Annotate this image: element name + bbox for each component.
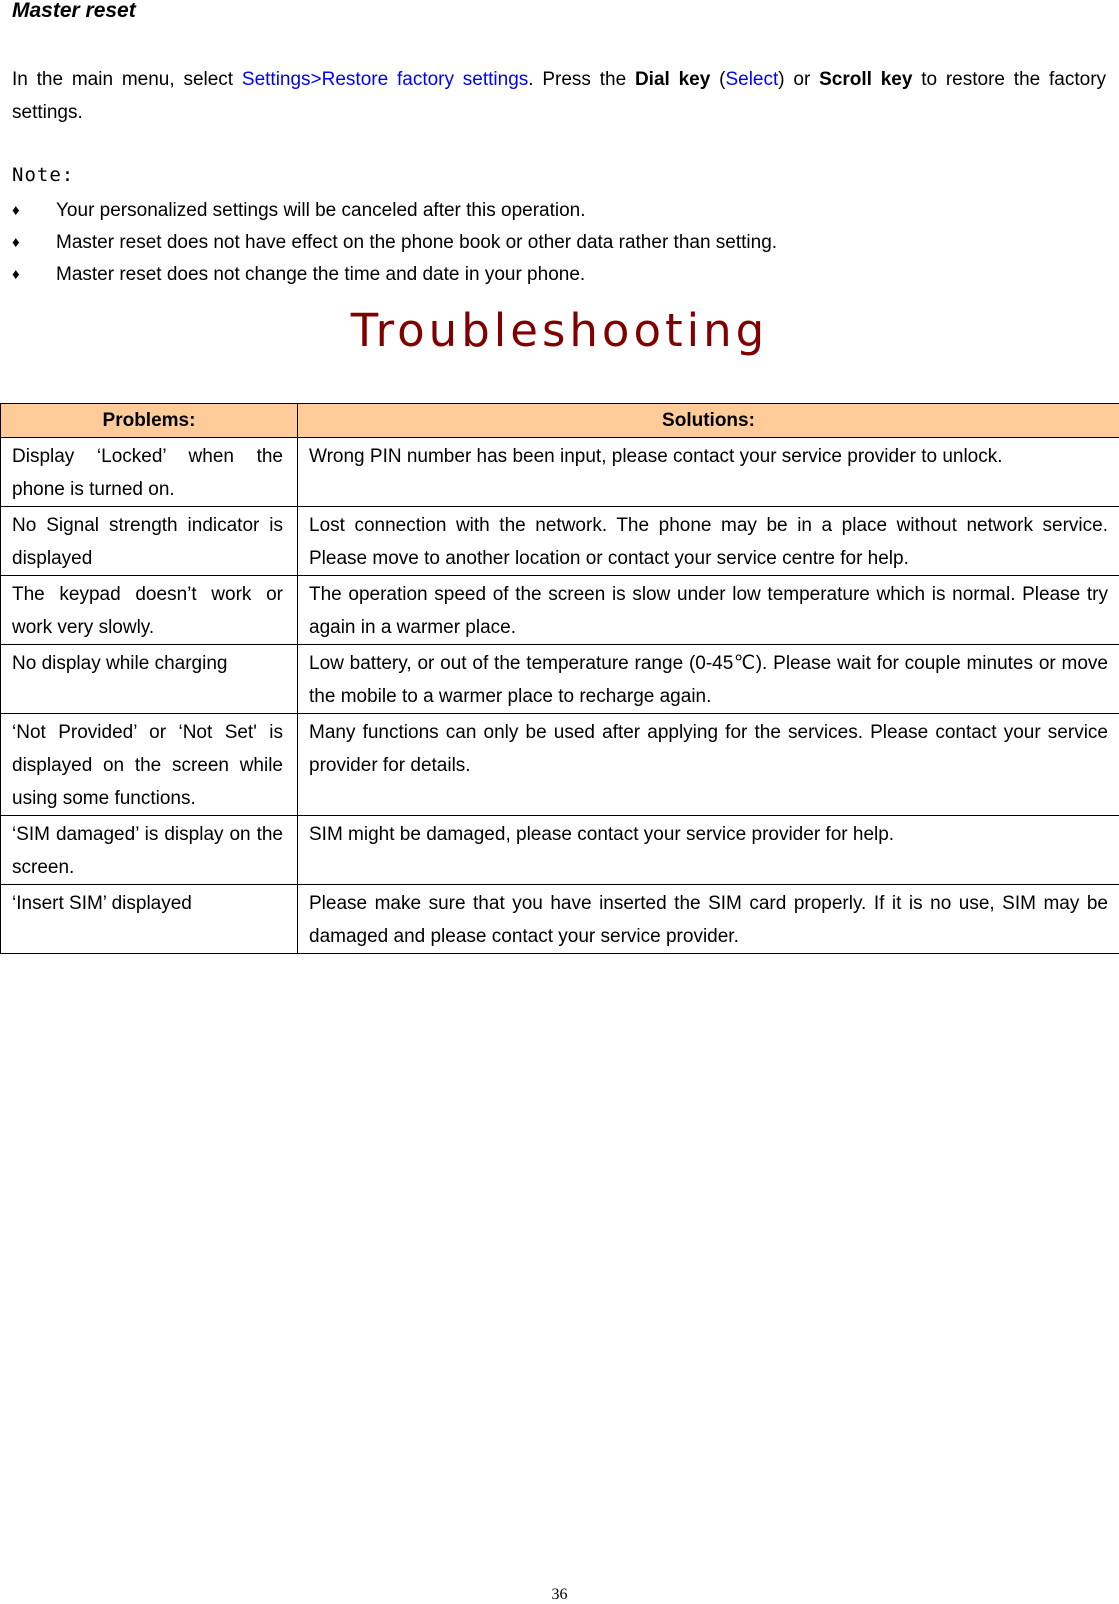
problem-cell: No display while charging [1, 645, 298, 714]
troubleshooting-title: Troubleshooting [350, 304, 769, 357]
troubleshooting-table [0, 403, 1119, 954]
note-list [12, 195, 1102, 291]
problem-cell: ‘Not Provided’ or ‘Not Set' is displayed on the screen while using some functions. [1, 714, 298, 816]
problem-cell: ‘SIM damaged’ is display on the screen. [1, 816, 298, 885]
para-text-4: ) or [778, 69, 820, 90]
list-item [12, 227, 1102, 259]
table-header-row [1, 404, 1119, 438]
problem-cell: Display ‘Locked’ when the phone is turned on. [1, 438, 298, 507]
note-label: Note: [12, 164, 75, 186]
scroll-key-label: Scroll key [819, 69, 913, 90]
solutions-header: Solutions: [298, 404, 1119, 438]
problem-cell: The keypad doesn’t work or work very slowly. [1, 576, 298, 645]
table-row [1, 507, 1119, 576]
table-row [1, 576, 1119, 645]
table-row [1, 885, 1119, 954]
table-row [1, 438, 1119, 507]
diamond-bullet-icon: ♦ [12, 234, 20, 251]
para-text-5: to restore the factory settings. [12, 69, 1107, 123]
solution-cell: The operation speed of the screen is slow under low temperature which is normal. Please try again in a warmer place. [298, 576, 1119, 645]
solution-cell: Many functions can only be used after applying for the services. Please contact your service provider for details. [298, 714, 1119, 816]
problems-header: Problems: [1, 404, 298, 438]
solution-cell: SIM might be damaged, please contact your service provider for help. [298, 816, 1119, 885]
table-row [1, 714, 1119, 816]
dial-key-label: Dial key [634, 69, 711, 90]
para-text-2: . Press the [528, 69, 635, 90]
solution-cell: Wrong PIN number has been input, please contact your service provider to unlock. [298, 438, 1119, 507]
solution-cell: Lost connection with the network. The phone may be in a place without network service. Please move to another location or contact your service centre for help. [298, 507, 1119, 576]
problem-cell: ‘Insert SIM’ displayed [1, 885, 298, 954]
para-text-1: In the main menu, select [12, 69, 242, 90]
page-number: 36 [551, 1586, 568, 1603]
menu-path-link[interactable]: Settings>Restore factory settings [241, 69, 529, 90]
table-row [1, 645, 1119, 714]
master-reset-instructions [12, 63, 1106, 129]
diamond-bullet-icon: ♦ [12, 202, 20, 219]
problem-cell: No Signal strength indicator is displayed [1, 507, 298, 576]
note-text: Master reset does not have effect on the phone book or other data rather than setting. [56, 232, 778, 253]
solution-cell: Low battery, or out of the temperature range (0-45℃). Please wait for couple minutes or move the mobile to a warmer place to recharge again. [298, 645, 1119, 714]
note-text: Your personalized settings will be canceled after this operation. [56, 200, 586, 221]
section-title: Master reset [12, 0, 136, 22]
solution-cell: Please make sure that you have inserted the SIM card properly. If it is no use, SIM may be damaged and please contact your service provider. [298, 885, 1119, 954]
table-row [1, 816, 1119, 885]
para-text-3: ( [710, 69, 726, 90]
select-link[interactable]: Select [725, 69, 779, 90]
list-item [12, 259, 1102, 291]
note-text: Master reset does not change the time and date in your phone. [56, 264, 586, 285]
list-item [12, 195, 1102, 227]
diamond-bullet-icon: ♦ [12, 266, 20, 283]
